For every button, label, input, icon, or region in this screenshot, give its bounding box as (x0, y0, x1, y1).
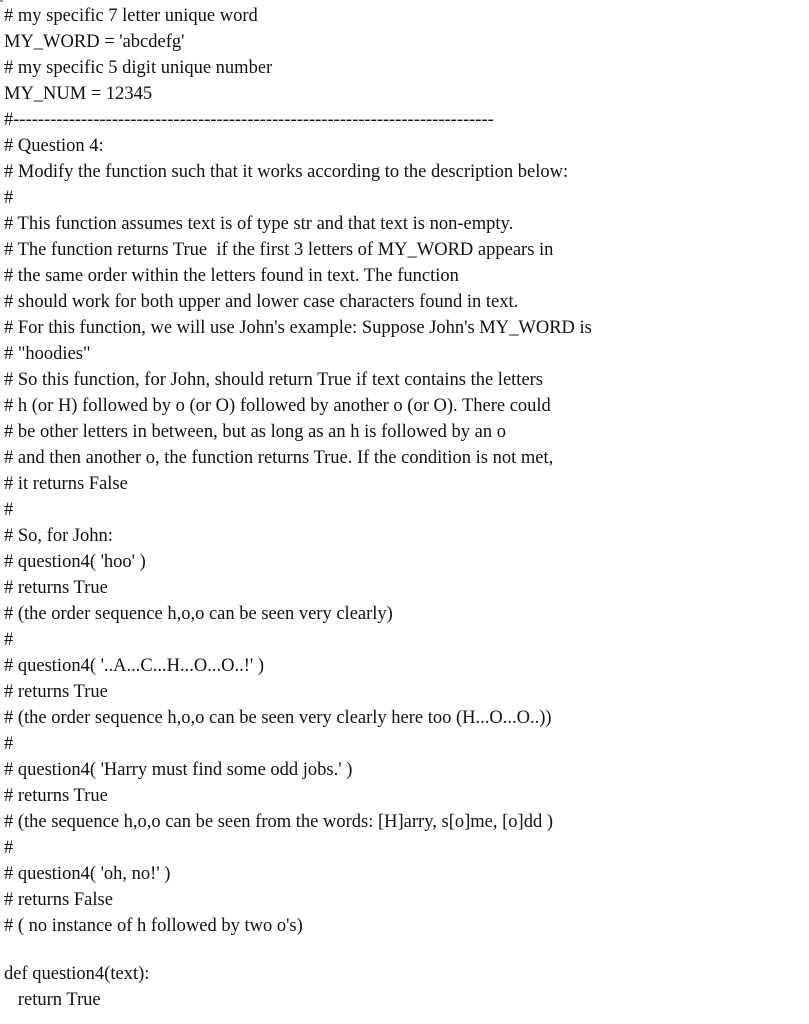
comment-line: # returns True (4, 578, 108, 598)
comment-line: # This function assumes text is of type str and that text is non-empty. (4, 214, 514, 234)
comment-line: # my specific 5 digit unique number (4, 58, 273, 78)
comment-line: # For this function, we will use John's example: Suppose John's MY_WORD is (4, 318, 592, 338)
comment-line: # The function returns True if the first 3 letters of MY_WORD appears in (4, 240, 554, 260)
comment-line: # h (or H) followed by o (or O) followed by another o (or O). There could (4, 396, 551, 416)
comment-line: # my specific 7 letter unique word (4, 6, 258, 26)
function-def-line: def question4(text): (4, 964, 150, 984)
comment-line: # So, for John: (4, 526, 113, 546)
comment-line: # (4, 188, 14, 208)
comment-line: # "hoodies" (4, 344, 91, 364)
comment-line: # the same order within the letters found in text. The function (4, 266, 459, 286)
comment-line: # (4, 734, 14, 754)
comment-line: # (the sequence h,o,o can be seen from the words: [H]arry, s[o]me, [o]dd ) (4, 812, 553, 832)
comment-line: # Modify the function such that it works according to the description below: (4, 162, 569, 182)
comment-line: # (4, 838, 14, 858)
code-line: MY_WORD = 'abcdefg' (4, 32, 185, 52)
separator-line: #------------------------------------------------------------------------------ (4, 110, 494, 130)
function-return-line: return True (4, 990, 101, 1010)
comment-line: # returns True (4, 786, 108, 806)
comment-line: # question4( 'oh, no!' ) (4, 864, 171, 884)
code-line: MY_NUM = 12345 (4, 84, 153, 104)
comment-line: # question4( 'hoo' ) (4, 552, 146, 572)
window-corner-mark (0, 0, 3, 2)
comment-line: # should work for both upper and lower case characters found in text. (4, 292, 519, 312)
comment-line: # it returns False (4, 474, 128, 494)
comment-line: # So this function, for John, should return True if text contains the letters (4, 370, 544, 390)
comment-line: # returns False (4, 890, 113, 910)
comment-line: # question4( 'Harry must find some odd jobs.' ) (4, 760, 353, 780)
comment-line: # (the order sequence h,o,o can be seen very clearly here too (H...O...O..)) (4, 708, 552, 728)
blank-line (4, 939, 804, 957)
comment-line: # (4, 500, 14, 520)
comment-line: # question4( '..A...C...H...O...O..!' ) (4, 656, 264, 676)
code-document (4, 3, 804, 1013)
comment-line: # and then another o, the function returns True. If the condition is not met, (4, 448, 554, 468)
comment-line: # (the order sequence h,o,o can be seen very clearly) (4, 604, 393, 624)
comment-line: # returns True (4, 682, 108, 702)
comment-line: # ( no instance of h followed by two o's) (4, 916, 303, 936)
comment-line: # Question 4: (4, 136, 104, 156)
comment-line: # (4, 630, 14, 650)
comment-line: # be other letters in between, but as long as an h is followed by an o (4, 422, 506, 442)
